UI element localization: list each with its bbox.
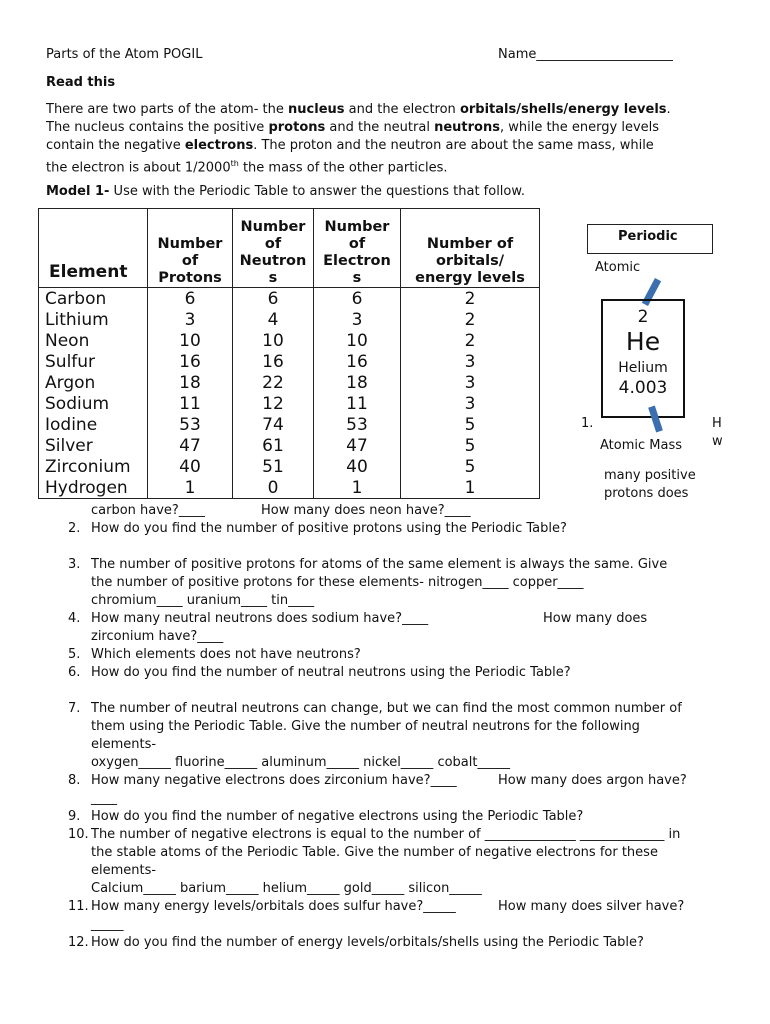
- q1-tail-a: carbon have?____: [91, 503, 205, 518]
- atomic-mass-label: Atomic Mass: [600, 438, 682, 453]
- q7-number: 7.: [68, 701, 81, 716]
- value-cell: 10: [148, 330, 233, 351]
- q11-line-2: _____: [91, 917, 124, 932]
- q8-line-1b: How many does argon have?: [498, 773, 687, 788]
- worksheet-title: Parts of the Atom POGIL: [46, 47, 203, 62]
- value-cell: 6: [148, 288, 233, 310]
- q4-line-2: zirconium have?____: [91, 629, 224, 644]
- q10-line-2: the stable atoms of the Periodic Table. Give the number of negative electrons for these: [91, 845, 658, 860]
- value-cell: 1: [314, 477, 401, 499]
- value-cell: 40: [148, 456, 233, 477]
- element-name-cell: Carbon: [39, 288, 148, 310]
- element-name-cell: Hydrogen: [39, 477, 148, 499]
- header-electrons: Number of Electron s: [314, 209, 401, 288]
- value-cell: 11: [148, 393, 233, 414]
- value-cell: 2: [401, 288, 540, 310]
- q2-number: 2.: [68, 521, 81, 536]
- value-cell: 1: [148, 477, 233, 499]
- q4-line-1: How many neutral neutrons does sodium have?____: [91, 611, 429, 626]
- header-element: Element: [39, 209, 148, 288]
- q6-number: 6.: [68, 665, 81, 680]
- element-name-cell: Argon: [39, 372, 148, 393]
- value-cell: 6: [233, 288, 314, 310]
- value-cell: 51: [233, 456, 314, 477]
- value-cell: 6: [314, 288, 401, 310]
- value-cell: 18: [148, 372, 233, 393]
- value-cell: 53: [314, 414, 401, 435]
- name-field[interactable]: Name_____________________: [498, 47, 673, 62]
- value-cell: 12: [233, 393, 314, 414]
- value-cell: 2: [401, 309, 540, 330]
- q9-number: 9.: [68, 809, 81, 824]
- q11-line-1b: How many does silver have?: [498, 899, 685, 914]
- q10-line-3: elements-: [91, 863, 157, 878]
- header-protons: Number of Protons: [148, 209, 233, 288]
- q8-line-1: How many negative electrons does zirconium have?____: [91, 773, 457, 788]
- table-header-row: [39, 209, 540, 288]
- table-row: [39, 456, 540, 477]
- element-name-cell: Sodium: [39, 393, 148, 414]
- q10-line-4: Calcium_____ barium_____ helium_____ gold_____ silicon_____: [91, 881, 482, 896]
- read-this-heading: Read this: [46, 75, 116, 90]
- table-row: [39, 477, 540, 499]
- value-cell: 18: [314, 372, 401, 393]
- q3-line-1: The number of positive protons for atoms of the same element is always the same. Give: [91, 557, 668, 572]
- tile-symbol: He: [625, 327, 661, 356]
- value-cell: 74: [233, 414, 314, 435]
- element-name-cell: Lithium: [39, 309, 148, 330]
- table-row: [39, 393, 540, 414]
- tile-mass: 4.003: [618, 378, 668, 398]
- intro-line-4: the electron is about 1/2000th the mass of the other particles.: [46, 159, 448, 176]
- value-cell: 16: [233, 351, 314, 372]
- value-cell: 22: [233, 372, 314, 393]
- tile-element-name: Helium: [618, 360, 668, 376]
- fragment-text-2: protons does: [604, 486, 689, 501]
- value-cell: 5: [401, 435, 540, 456]
- value-cell: 16: [314, 351, 401, 372]
- fragment-q1-number: 1.: [581, 416, 594, 431]
- value-cell: 3: [401, 372, 540, 393]
- q3-line-2: the number of positive protons for these elements- nitrogen____ copper____: [91, 575, 584, 590]
- q9-text: How do you find the number of negative electrons using the Periodic Table?: [91, 809, 584, 824]
- q1-tail-b: How many does neon have?____: [261, 503, 471, 518]
- value-cell: 1: [401, 477, 540, 499]
- value-cell: 3: [314, 309, 401, 330]
- element-name-cell: Zirconium: [39, 456, 148, 477]
- q3-line-3: chromium____ uranium____ tin____: [91, 593, 315, 608]
- q7-line-3: elements-: [91, 737, 157, 752]
- periodic-box-title: Periodic: [618, 229, 678, 244]
- q11-number: 11.: [68, 899, 89, 914]
- fragment-right-1: H: [712, 416, 722, 431]
- header-orbitals: Number of orbitals/ energy levels: [401, 209, 540, 288]
- q7-line-2: them using the Periodic Table. Give the number of neutral neutrons for the following: [91, 719, 640, 734]
- q2-text: How do you find the number of positive protons using the Periodic Table?: [91, 521, 567, 536]
- intro-line-2: The nucleus contains the positive protons and the neutral neutrons, while the energy levels: [46, 120, 660, 135]
- fragment-text-1: many positive: [604, 468, 696, 483]
- q4-number: 4.: [68, 611, 81, 626]
- q6-text: How do you find the number of neutral neutrons using the Periodic Table?: [91, 665, 571, 680]
- model-1-table: [38, 208, 540, 499]
- q7-line-1: The number of neutral neutrons can change, but we can find the most common number of: [91, 701, 682, 716]
- q10-line-1: The number of negative electrons is equal to the number of ______________ _____________ in: [91, 827, 681, 842]
- element-name-cell: Neon: [39, 330, 148, 351]
- q5-text: Which elements does not have neutrons?: [91, 647, 361, 662]
- value-cell: 3: [401, 393, 540, 414]
- value-cell: 11: [314, 393, 401, 414]
- q12-number: 12.: [68, 935, 89, 950]
- q7-line-4: oxygen_____ fluorine_____ aluminum_____ nickel_____ cobalt_____: [91, 755, 510, 770]
- tile-atomic-number: 2: [637, 307, 649, 327]
- table-row: [39, 435, 540, 456]
- model-heading: Model 1- Use with the Periodic Table to answer the questions that follow.: [46, 184, 525, 199]
- element-name-cell: Silver: [39, 435, 148, 456]
- q8-line-2: ____: [91, 791, 117, 806]
- atomic-number-label: Atomic: [595, 260, 641, 275]
- helium-tile: [601, 299, 685, 418]
- table-row: [39, 372, 540, 393]
- value-cell: 2: [401, 330, 540, 351]
- element-name-cell: Sulfur: [39, 351, 148, 372]
- value-cell: 4: [233, 309, 314, 330]
- value-cell: 5: [401, 414, 540, 435]
- q4-line-1b: How many does: [543, 611, 648, 626]
- value-cell: 53: [148, 414, 233, 435]
- element-name-cell: Iodine: [39, 414, 148, 435]
- table-row: [39, 288, 540, 310]
- table-row: [39, 351, 540, 372]
- value-cell: 3: [401, 351, 540, 372]
- header-neutrons: Number of Neutron s: [233, 209, 314, 288]
- value-cell: 47: [314, 435, 401, 456]
- value-cell: 61: [233, 435, 314, 456]
- q3-number: 3.: [68, 557, 81, 572]
- intro-line-3: contain the negative electrons. The proton and the neutron are about the same mass, while: [46, 138, 654, 153]
- intro-line-1: There are two parts of the atom- the nucleus and the electron orbitals/shells/energy levels.: [46, 102, 671, 117]
- value-cell: 16: [148, 351, 233, 372]
- value-cell: 40: [314, 456, 401, 477]
- periodic-box: [587, 224, 713, 254]
- value-cell: 0: [233, 477, 314, 499]
- table-row: [39, 330, 540, 351]
- table-row: [39, 414, 540, 435]
- value-cell: 3: [148, 309, 233, 330]
- q10-number: 10.: [68, 827, 89, 842]
- q8-number: 8.: [68, 773, 81, 788]
- value-cell: 10: [314, 330, 401, 351]
- q12-text: How do you find the number of energy levels/orbitals/shells using the Periodic Table?: [91, 935, 644, 950]
- q11-line-1: How many energy levels/orbitals does sulfur have?_____: [91, 899, 456, 914]
- value-cell: 10: [233, 330, 314, 351]
- fragment-right-2: w: [712, 434, 723, 449]
- value-cell: 47: [148, 435, 233, 456]
- table-row: [39, 309, 540, 330]
- q5-number: 5.: [68, 647, 81, 662]
- value-cell: 5: [401, 456, 540, 477]
